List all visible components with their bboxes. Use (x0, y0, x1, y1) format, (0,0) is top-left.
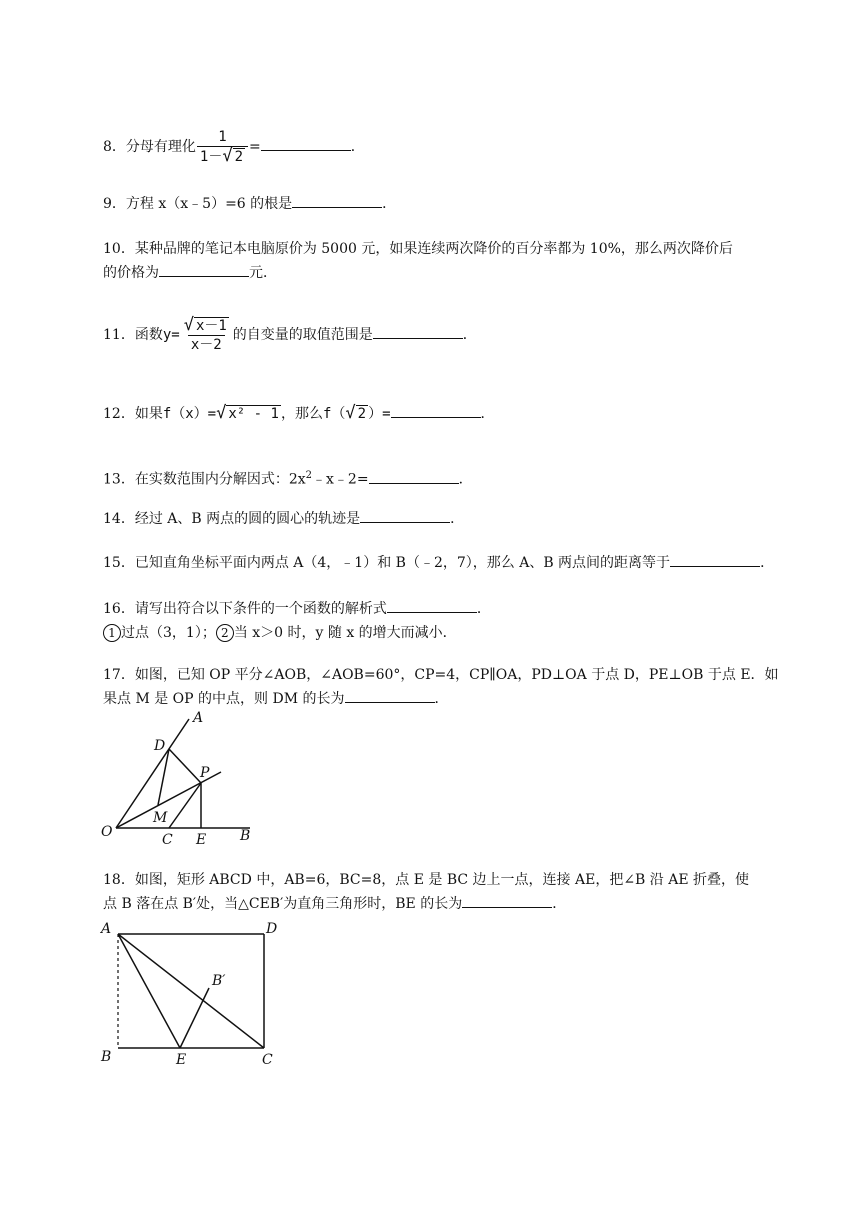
question-18: 18．如图，矩形 ABCD 中，AB=6，BC=8，点 E 是 BC 边上一点，连接 AE，把∠B 沿 AE 折叠，使 点 B 落在点 B′处，当△CEB′为直角三角形时，BE 的长为 ． (103, 872, 750, 912)
question-8: 8．分母有理化 1 1－ √ 2 = ． (103, 129, 365, 166)
question-number: 16． (103, 601, 135, 617)
label-C: C (162, 832, 173, 845)
label-C: C (262, 1052, 273, 1068)
label-E: E (196, 832, 207, 845)
answer-blank[interactable] (391, 403, 481, 418)
question-13: 13．在实数范围内分解因式：$2x^2﹣x﹣2=$ ． (103, 470, 473, 488)
question-number: 12． (103, 406, 135, 422)
question-14: 14．经过 A、B 两点的圆的圆心的轨迹是 ． (103, 507, 763, 531)
circled-number-2: 2 (216, 624, 234, 642)
question-text: 请写出符合以下条件的一个函数的解析式 (134, 601, 387, 617)
question-text: 如图，矩形 ABCD 中，AB=6，BC=8，点 E 是 BC 边上一点，连接 AE，把∠B 沿 AE 折叠，使 (134, 872, 750, 888)
fraction: √ x－1 x－2 (183, 315, 227, 353)
label-O: O (101, 824, 113, 840)
label-B: B (240, 828, 251, 844)
question-17: 17．如图，已知 OP 平分∠AOB，∠AOB=60°，CP=4，CP∥OA，PD⊥OA 于点 D，PE⊥OB 于点 E．如 果点 M 是 OP 的中点，则 DM 的长为 ． (103, 667, 779, 707)
question-11: 11．函数y= √ x－1 x－2 的自变量的取值范围是 ． (103, 315, 477, 353)
label-P: P (200, 765, 210, 781)
sqrt: √ 2 (345, 403, 367, 423)
question-text: 分母有理化 (125, 139, 196, 155)
question-text: 某种品牌的笔记本电脑原价为 5000 元，如果连续两次降价的百分率都为 10%，那么两次降价后 (134, 241, 733, 257)
question-number: 15． (103, 555, 135, 571)
fraction: 1 1－ √ 2 (197, 128, 248, 166)
question-number: 17． (103, 667, 135, 683)
label-A: A (193, 710, 204, 726)
answer-blank[interactable] (159, 262, 249, 277)
label-B: B (101, 1049, 112, 1065)
question-number: 10． (103, 241, 135, 257)
answer-blank[interactable] (462, 893, 552, 908)
question-number: 18． (103, 872, 135, 888)
question-9: 9．方程 x（x﹣5）=6 的根是 ． (103, 192, 763, 216)
question-text: 经过 A、B 两点的圆的圆心的轨迹是 (134, 511, 361, 527)
label-E: E (176, 1052, 187, 1068)
question-text: 已知直角坐标平面内两点 A（4，﹣1）和 B（﹣2，7），那么 A、B 两点间的距离等于 (134, 555, 671, 571)
sqrt: √ 2 (222, 146, 244, 166)
answer-blank[interactable] (369, 469, 459, 484)
label-A: A (101, 921, 112, 937)
question-12: 12．如果f（x）= √ x² - 1 ，那么f（ √ 2 ）= ． (103, 403, 495, 423)
question-number: 13． (103, 471, 135, 488)
answer-blank[interactable] (387, 598, 477, 613)
question-text: 方程 x（x﹣5）=6 的根是 (125, 196, 293, 212)
label-D: D (266, 921, 278, 937)
question-10: 10．某种品牌的笔记本电脑原价为 5000 元，如果连续两次降价的百分率都为 10%，那么两次降价后 的价格为 元． (103, 241, 733, 281)
answer-blank[interactable] (373, 324, 463, 339)
circled-number-1: 1 (103, 624, 121, 642)
question-number: 14． (103, 511, 135, 527)
sqrt: √ x－1 (183, 315, 227, 335)
question-15: 15．已知直角坐标平面内两点 A（4，﹣1）和 B（﹣2，7），那么 A、B 两点间的距离等于 ． (103, 551, 763, 575)
label-M: M (153, 810, 168, 826)
label-D: D (154, 738, 166, 754)
answer-blank[interactable] (360, 508, 450, 523)
answer-blank[interactable] (292, 193, 382, 208)
question-number: 11． (103, 327, 135, 343)
answer-blank[interactable] (670, 552, 760, 567)
question-16: 16．请写出符合以下条件的一个函数的解析式 ． 1 过点（3，1）； 2 当 x＞0 时，y 随 x 的增大而减小． (103, 597, 763, 645)
figure-18 (95, 915, 290, 1070)
question-number: 8． (103, 139, 126, 155)
question-number: 9． (103, 196, 126, 212)
question-text: 如图，已知 OP 平分∠AOB，∠AOB=60°，CP=4，CP∥OA，PD⊥OA 于点 D，PE⊥OB 于点 E．如 (134, 667, 779, 683)
answer-blank[interactable] (261, 136, 351, 151)
figure-17 (95, 705, 265, 845)
answer-blank[interactable] (345, 688, 435, 703)
label-B-prime: B′ (212, 973, 226, 989)
sqrt: √ x² - 1 (216, 403, 279, 423)
